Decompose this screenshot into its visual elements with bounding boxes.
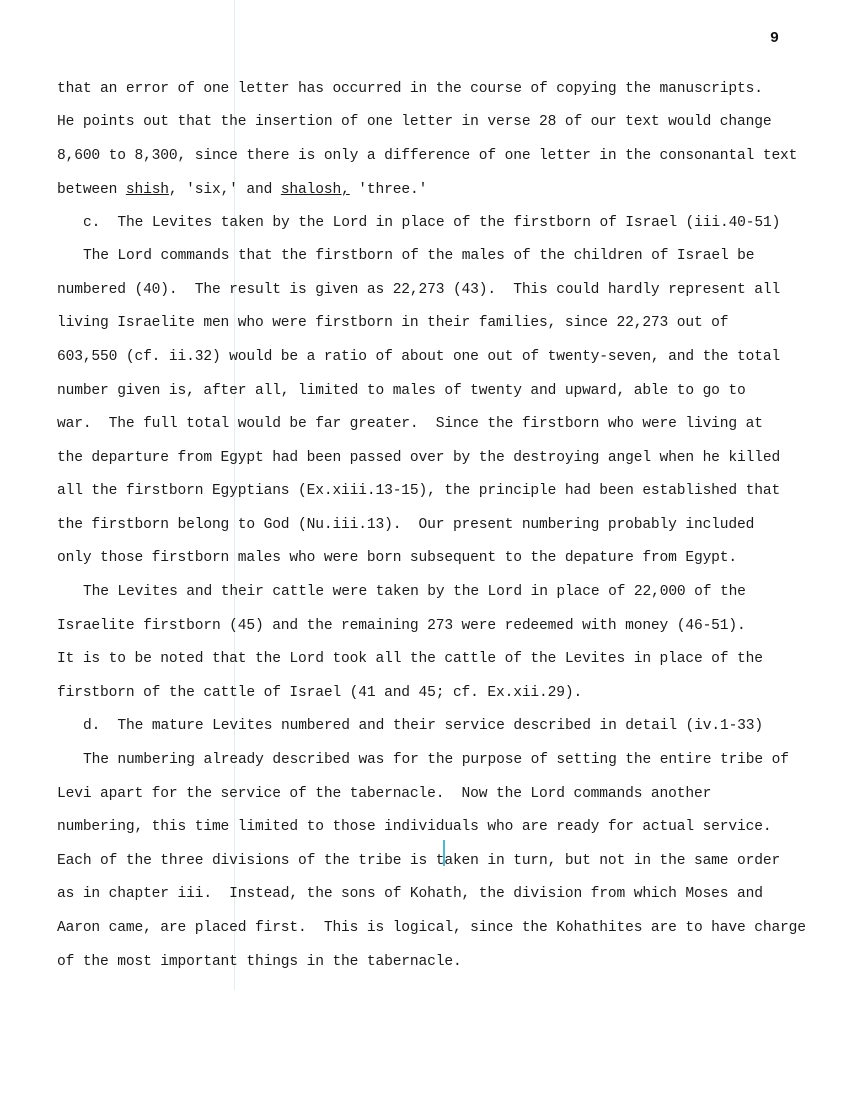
underlined-word: shalosh,: [280, 182, 350, 198]
text-line: The numbering already described was for the purpose of setting the entire tribe of: [83, 752, 789, 768]
text-line: that an error of one letter has occurred in the course of copying the manuscripts.: [57, 81, 763, 97]
text-line: Aaron came, are placed first. This is logical, since the Kohathites are to have charge: [57, 920, 806, 936]
section-heading-c: c. The Levites taken by the Lord in place of the firstborn of Israel (iii.40-51): [83, 215, 781, 231]
text-line: He points out that the insertion of one letter in verse 28 of our text would change: [57, 114, 772, 130]
text: , 'six,' and: [168, 182, 281, 198]
section-heading-d: d. The mature Levites numbered and their service described in detail (iv.1-33): [83, 718, 764, 734]
text-line: 8,600 to 8,300, since there is only a difference of one letter in the consonantal text: [57, 148, 798, 164]
text-line: firstborn of the cattle of Israel (41 and 45; cf. Ex.xii.29).: [57, 685, 583, 701]
text: 'three.': [349, 182, 428, 198]
text-line: numbered (40). The result is given as 22,273 (43). This could hardly represent all: [57, 282, 781, 298]
text-line: The Levites and their cattle were taken by the Lord in place of 22,000 of the: [83, 584, 746, 600]
text-line: Each of the three divisions of the tribe is taken in turn, but not in the same order: [57, 853, 781, 869]
text: between: [57, 182, 126, 198]
text-line: the departure from Egypt had been passed over by the destroying angel when he killed: [57, 450, 781, 466]
text-line: 603,550 (cf. ii.32) would be a ratio of about one out of twenty-seven, and the total: [57, 349, 781, 365]
text-line: the firstborn belong to God (Nu.iii.13). Our present numbering probably included: [57, 517, 755, 533]
text-line: only those firstborn males who were born subsequent to the depature from Egypt.: [57, 550, 738, 566]
text-line: numbering, this time limited to those individuals who are ready for actual service.: [57, 819, 772, 835]
text-line: It is to be noted that the Lord took all the cattle of the Levites in place of the: [57, 651, 763, 667]
text-line: as in chapter iii. Instead, the sons of Kohath, the division from which Moses and: [57, 886, 763, 902]
underlined-word: shish: [125, 182, 169, 198]
page-number: 9: [770, 30, 780, 47]
text-line: of the most important things in the tabernacle.: [57, 954, 462, 970]
text-line: war. The full total would be far greater. Since the firstborn who were living at: [57, 416, 763, 432]
text-line: Israelite firstborn (45) and the remaining 273 were redeemed with money (46-51).: [57, 618, 746, 634]
text-line: [57, 181, 427, 199]
text-line: Levi apart for the service of the tabernacle. Now the Lord commands another: [57, 786, 712, 802]
text-line: all the firstborn Egyptians (Ex.xiii.13-15), the principle had been established that: [57, 483, 781, 499]
text-line: living Israelite men who were firstborn in their families, since 22,273 out of: [57, 315, 729, 331]
text-line: number given is, after all, limited to males of twenty and upward, able to go to: [57, 383, 746, 399]
text-line: The Lord commands that the firstborn of the males of the children of Israel be: [83, 248, 755, 264]
